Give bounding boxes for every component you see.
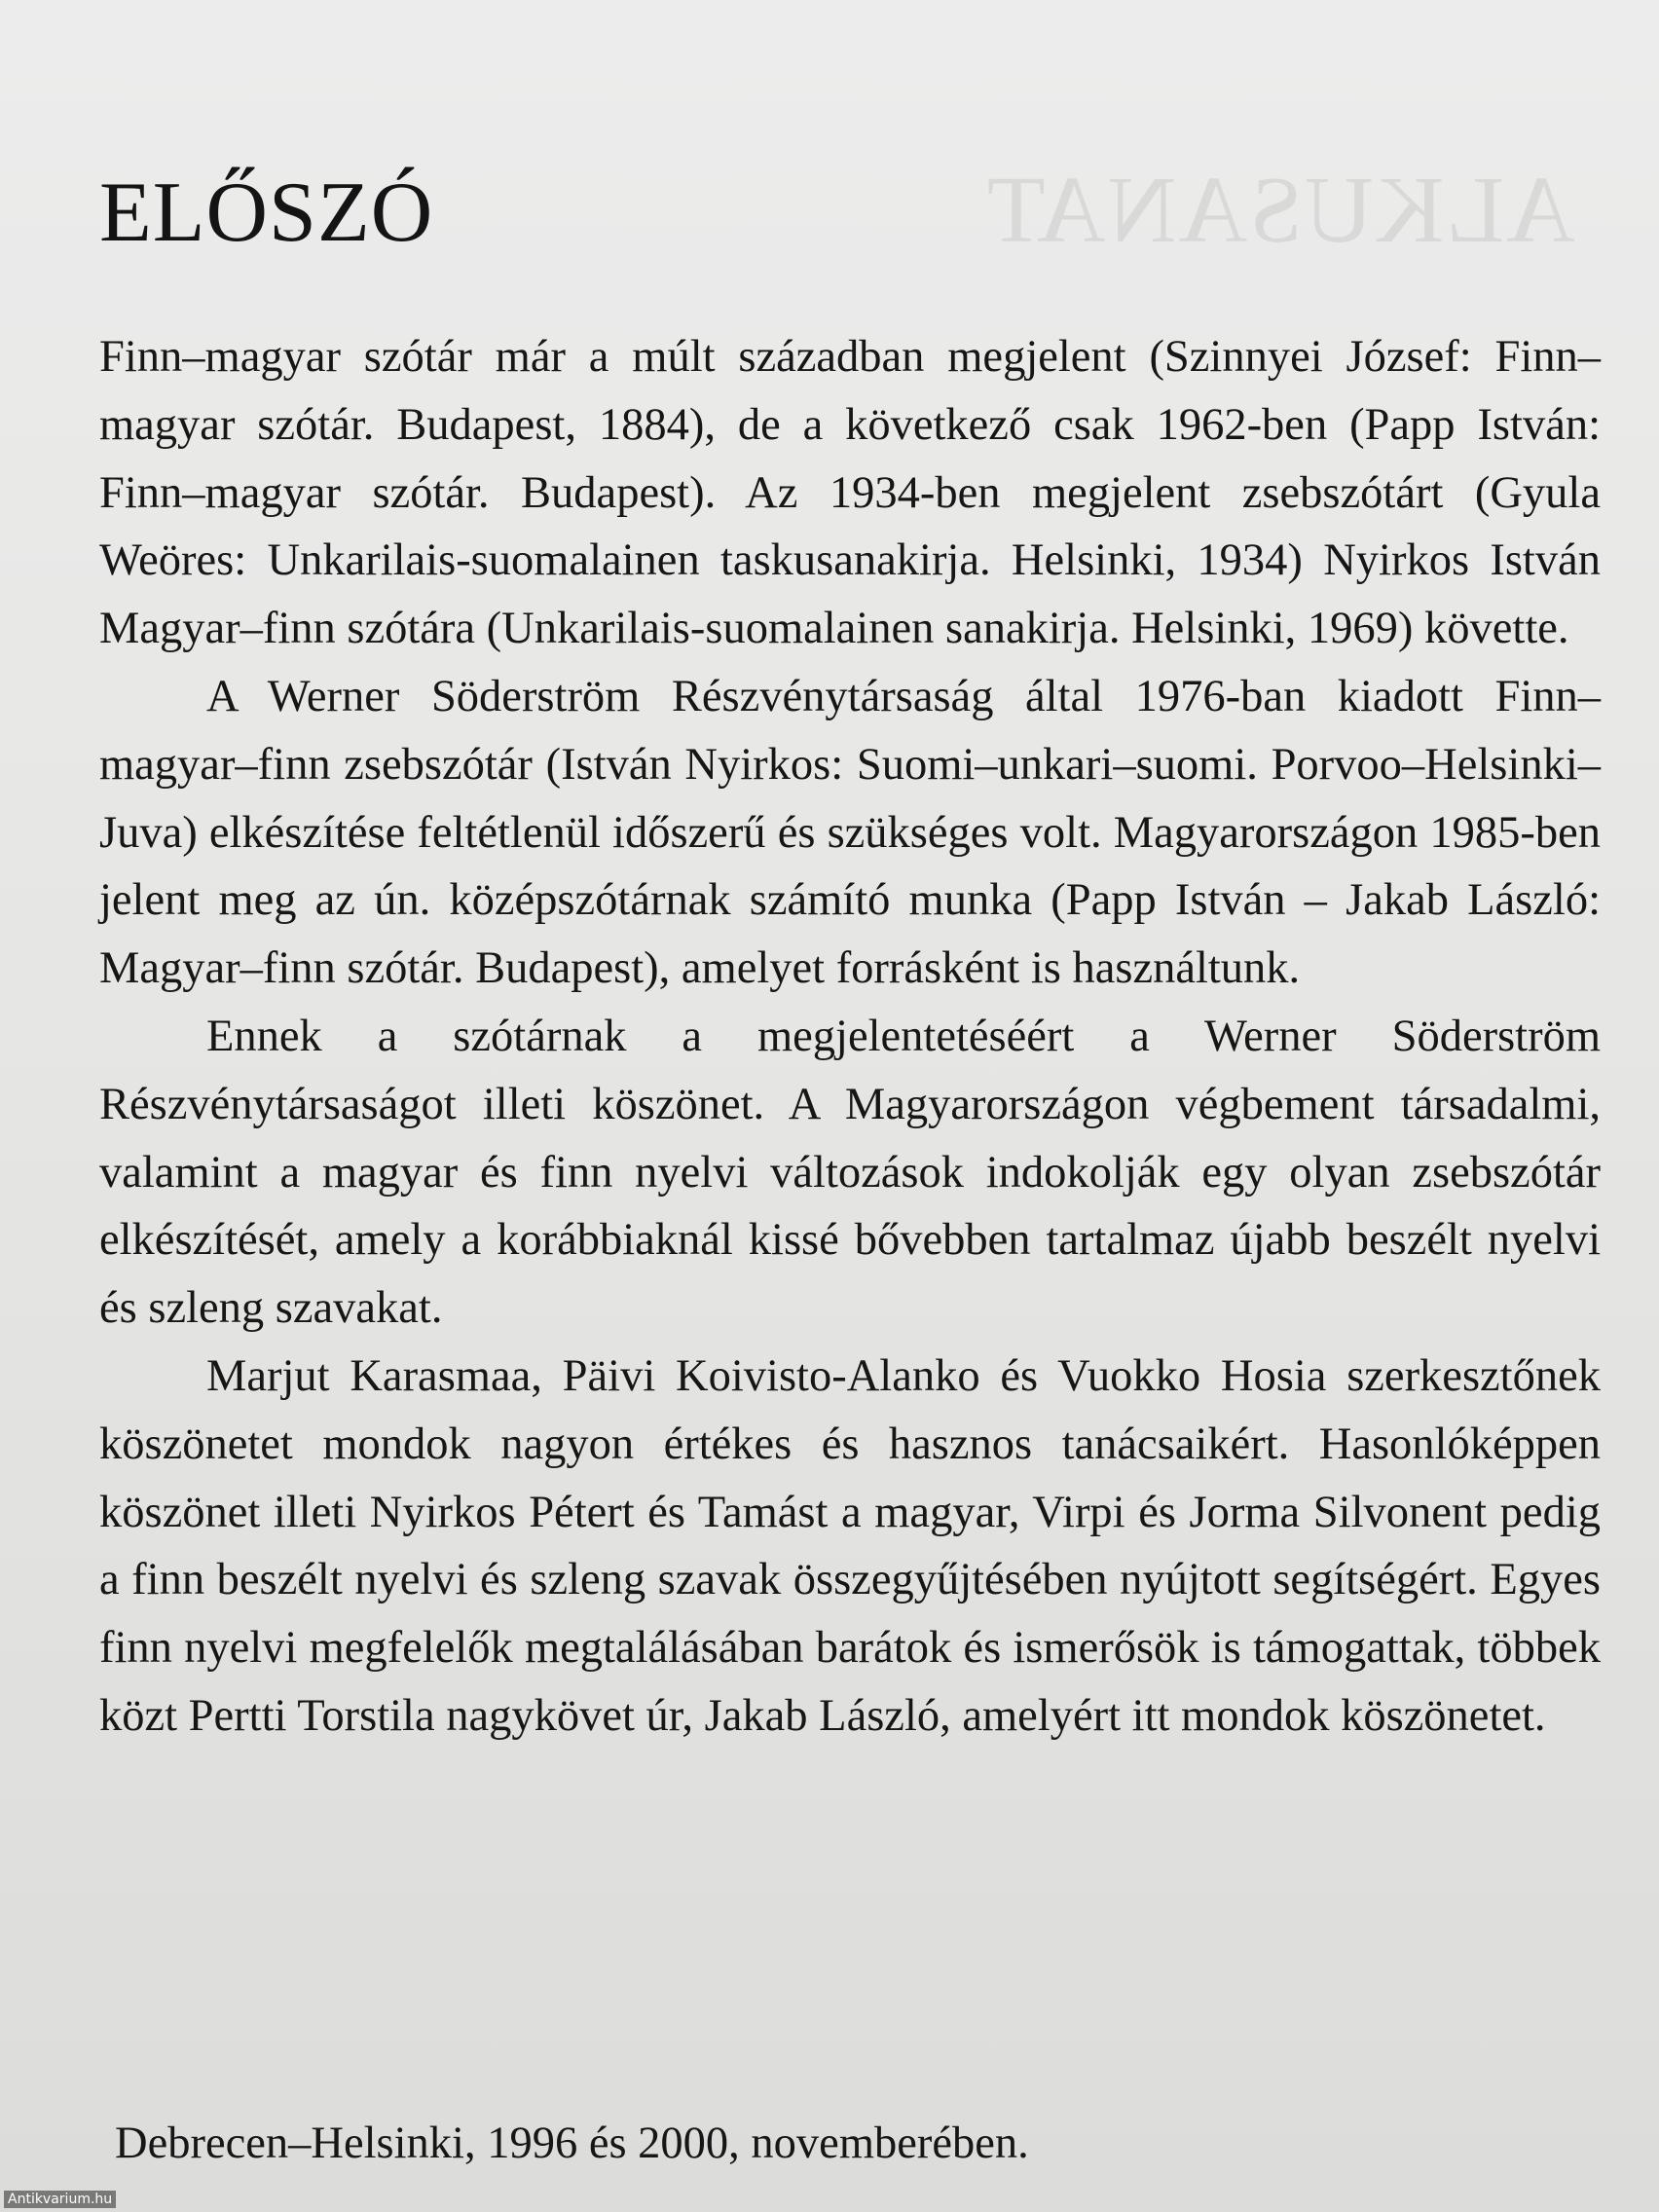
preface-body bbox=[99, 323, 1601, 1751]
page-title: ELŐSZÓ bbox=[99, 166, 434, 260]
watermark: Antikvarium.hu bbox=[4, 2191, 116, 2208]
paragraph: A Werner Söderström Részvénytársaság által 1976-ban kiadott Finn–magyar–finn zsebszótár (István Nyirkos: Suomi–unkari–suomi. Porvoo–Helsinki–Juva) elkészítése feltétlenül időszerű és szükséges volt. Magyarországon 1985-ben jelent meg az ún. középszótárnak számító munka (Papp István – Jakab László: Magyar–finn szótár. Budapest), amelyet forrásként is használtunk. bbox=[99, 671, 1601, 994]
place-date-line: Debrecen–Helsinki, 1996 és 2000, novemberében. bbox=[115, 2119, 1029, 2168]
paragraph: Marjut Karasmaa, Päivi Koivisto-Alanko és Vuokko Hosia szerkesztőnek köszönetet mondok nagyon értékes és hasznos tanácsaikért. Hasonlóképpen köszönet illeti Nyirkos Pétert és Tamást a magyar, Virpi és Jorma Silvonent pedig a finn beszélt nyelvi és szleng szavak összegyűjtésében nyújtott segítségért. Egyes finn nyelvi megfelelők megtalálásában barátok és ismerősök is támogattak, többek közt Pertti Torstila nagykövet úr, Jakab László, amelyért itt mondok köszönetet. bbox=[99, 1350, 1601, 1741]
show-through-heading: ALKUSANAT bbox=[985, 158, 1575, 263]
paragraph: Ennek a szótárnak a megjelentetéséért a Werner Söderström Részvénytársaságot illeti köszönet. A Magyarországon végbement társadalmi, valamint a magyar és finn nyelvi változások indokolják egy olyan zsebszótár elkészítését, amely a korábbiaknál kissé bővebben tartalmaz újabb beszélt nyelvi és szleng szavakat. bbox=[99, 1011, 1601, 1334]
paragraph: Finn–magyar szótár már a múlt században megjelent (Szinnyei József: Finn–magyar szótár. Budapest, 1884), de a következő csak 1962-ben (Papp István: Finn–magyar szótár. Budapest). Az 1934-ben megjelent zsebszótárt (Gyula Weöres: Unkarilais-suomalainen taskusanakirja. Helsinki, 1934) Nyirkos István Magyar–finn szótára (Unkarilais-suomalainen sanakirja. Helsinki, 1969) követte. bbox=[99, 332, 1601, 654]
